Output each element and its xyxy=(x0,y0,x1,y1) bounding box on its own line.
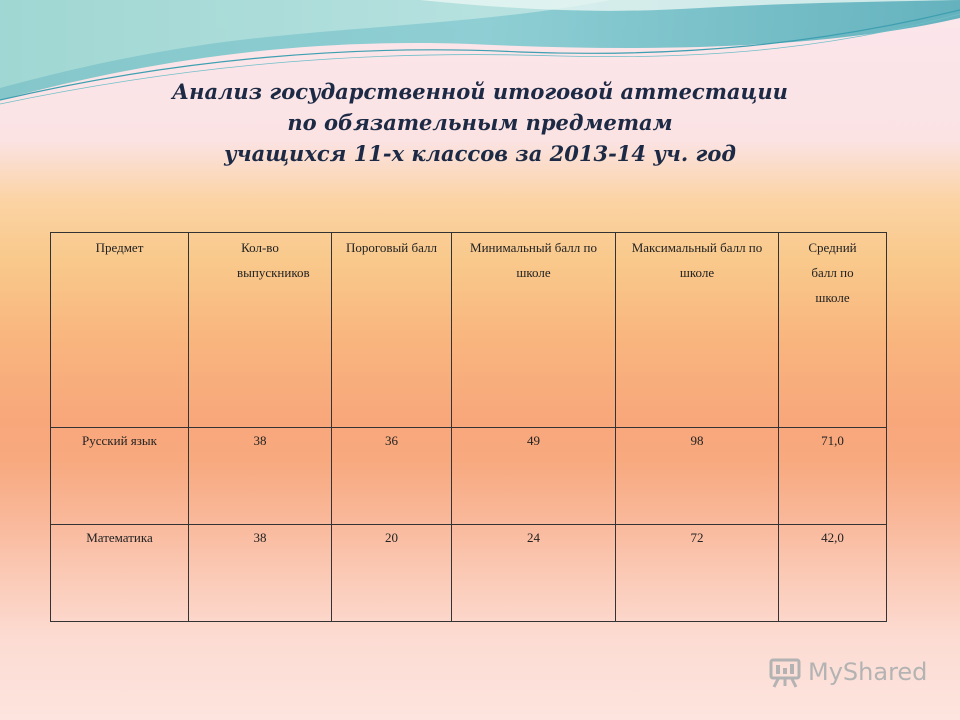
header-cell: Предмет xyxy=(51,233,189,428)
table-row xyxy=(51,524,887,621)
header-cell: Максимальный балл по школе xyxy=(616,233,779,428)
title-line-1: Анализ государственной итоговой аттестации xyxy=(172,79,788,104)
title-line-2: по обязательным предметам xyxy=(287,110,673,135)
table-cell: 49 xyxy=(452,427,616,524)
header-cell: Средний балл по школе xyxy=(779,233,887,428)
table-cell: 38 xyxy=(189,427,332,524)
header-cell: Пороговый балл xyxy=(332,233,452,428)
table-cell: 20 xyxy=(332,524,452,621)
table-cell: 36 xyxy=(332,427,452,524)
table-cell: 24 xyxy=(452,524,616,621)
table-cell: 72 xyxy=(616,524,779,621)
table-cell: Математика xyxy=(51,524,189,621)
table-cell: 38 xyxy=(189,524,332,621)
presentation-board-icon xyxy=(768,655,802,689)
table-header-row xyxy=(51,233,887,428)
table-cell: 98 xyxy=(616,427,779,524)
page-title xyxy=(0,76,960,169)
watermark-text: MyShared xyxy=(808,658,928,686)
table-cell: 71,0 xyxy=(779,427,887,524)
header-cell: Кол-во выпускников xyxy=(189,233,332,428)
table-row xyxy=(51,427,887,524)
table-cell: 42,0 xyxy=(779,524,887,621)
results-table xyxy=(50,232,887,622)
title-line-3: учащихся 11-х классов за 2013-14 уч. год xyxy=(224,141,736,166)
table-cell: Русский язык xyxy=(51,427,189,524)
watermark-logo xyxy=(768,654,927,690)
header-cell: Минимальный балл по школе xyxy=(452,233,616,428)
